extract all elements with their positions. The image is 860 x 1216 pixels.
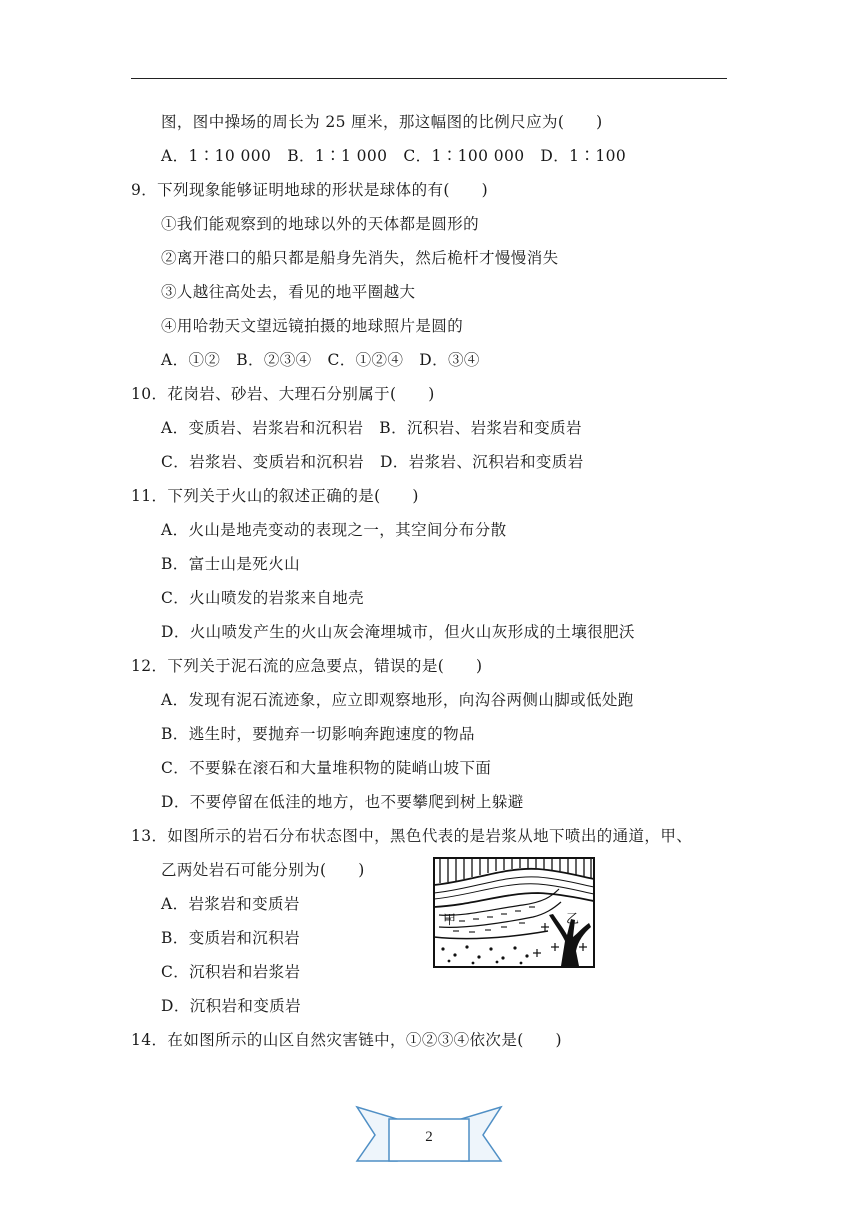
q11-option-c: C．火山喷发的岩浆来自地壳 (161, 589, 365, 607)
q12-option-a: A．发现有泥石流迹象，应立即观察地形，向沟谷两侧山脚或低处跑 (161, 691, 634, 709)
q8-options: A．1∶10 000 B．1∶1 000 C．1∶100 000 D．1∶100 (161, 147, 627, 165)
rock-distribution-diagram (433, 857, 595, 968)
q11-option-d: D．火山喷发产生的火山灰会淹埋城市，但火山灰形成的土壤很肥沃 (161, 623, 635, 641)
q13-option-b: B．变质岩和沉积岩 (161, 929, 300, 947)
q10-options-ab: A．变质岩、岩浆岩和沉积岩 B．沉积岩、岩浆岩和变质岩 (161, 419, 582, 437)
q9-statement-1: ①我们能观察到的地球以外的天体都是圆形的 (161, 215, 480, 233)
q12-option-b: B．逃生时，要抛弃一切影响奔跑速度的物品 (161, 725, 475, 743)
q9-options: A．①② B．②③④ C．①②④ D．③④ (161, 351, 480, 369)
diagram-label-yi: 乙 (566, 911, 580, 926)
q8-text-continued: 图，图中操场的周长为 25 厘米，那这幅图的比例尺应为( ) (161, 113, 603, 131)
q11-stem: 11．下列关于火山的叙述正确的是( ) (131, 487, 419, 505)
page-footer-ribbon (355, 1105, 503, 1167)
q11-option-b: B．富士山是死火山 (161, 555, 300, 573)
q13-stem: 13．如图所示的岩石分布状态图中，黑色代表的是岩浆从地下喷出的通道，甲、 (131, 827, 693, 845)
q13-option-d: D．沉积岩和变质岩 (161, 997, 302, 1015)
q9-statement-2: ②离开港口的船只都是船身先消失，然后桅杆才慢慢消失 (161, 249, 559, 267)
q10-options-cd: C．岩浆岩、变质岩和沉积岩 D．岩浆岩、沉积岩和变质岩 (161, 453, 584, 471)
q12-option-d: D．不要停留在低洼的地方，也不要攀爬到树上躲避 (161, 793, 524, 811)
q10-stem: 10．花岗岩、砂岩、大理石分别属于( ) (131, 385, 435, 403)
q13-option-a: A．岩浆岩和变质岩 (161, 895, 300, 913)
q12-stem: 12．下列关于泥石流的应急要点，错误的是( ) (131, 657, 483, 675)
q14-stem: 14．在如图所示的山区自然灾害链中，①②③④依次是( ) (131, 1031, 562, 1049)
q9-statement-3: ③人越往高处去，看见的地平圈越大 (161, 283, 416, 301)
q12-option-c: C．不要躲在滚石和大量堆积物的陡峭山坡下面 (161, 759, 492, 777)
q13-option-c: C．沉积岩和岩浆岩 (161, 963, 301, 981)
q9-stem: 9．下列现象能够证明地球的形状是球体的有( ) (131, 181, 489, 199)
page-number: 2 (425, 1129, 433, 1145)
q9-statement-4: ④用哈勃天文望远镜拍摄的地球照片是圆的 (161, 317, 464, 335)
diagram-label-jia: 甲 (443, 912, 457, 927)
q13-stem-continued: 乙两处岩石可能分别为( ) (161, 861, 365, 879)
header-rule (131, 78, 727, 79)
q11-option-a: A．火山是地壳变动的表现之一，其空间分布分散 (161, 521, 507, 539)
